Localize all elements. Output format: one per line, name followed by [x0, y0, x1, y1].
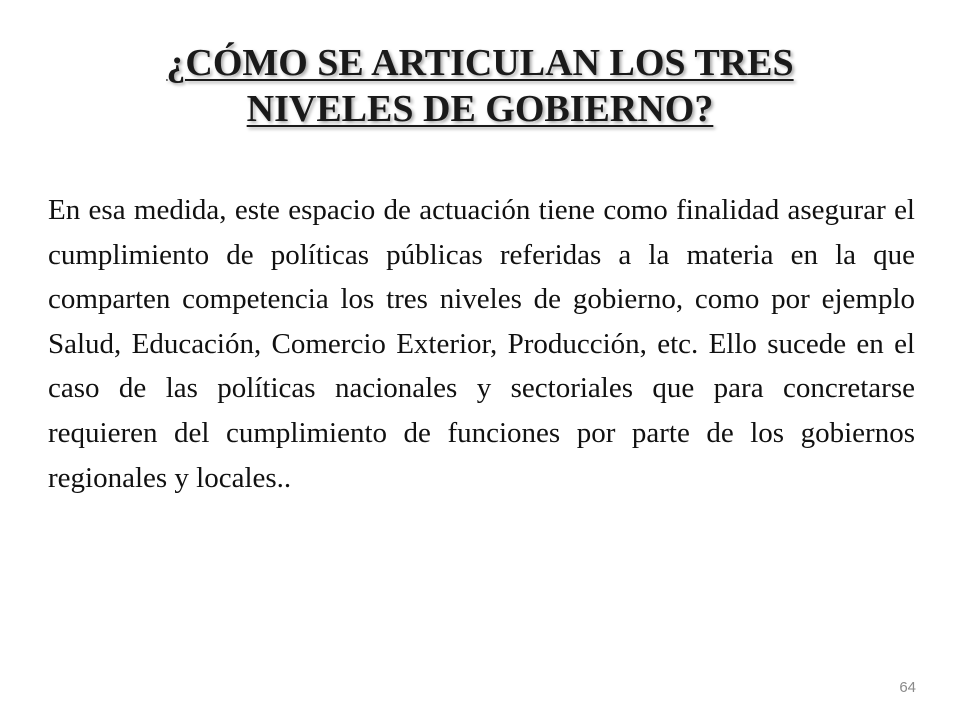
page-number: 64	[899, 679, 916, 696]
slide-title-line-2: NIVELES DE GOBIERNO?	[246, 88, 714, 130]
slide-title	[60, 40, 900, 132]
body-paragraph: En esa medida, este espacio de actuación tiene como finalidad asegurar el cumplimiento de políticas públicas referidas a la materia en la que comparten competencia los tres niveles de gobierno, como por ejemplo Salud, Educación, Comercio Exterior, Producción, etc. Ello sucede en el caso de las políticas nacionales y sectoriales que para concretarse requieren del cumplimiento de funciones por parte de los gobiernos regionales y locales..	[48, 194, 915, 494]
slide-title-line-1: ¿CÓMO SE ARTICULAN LOS TRES	[166, 42, 794, 84]
